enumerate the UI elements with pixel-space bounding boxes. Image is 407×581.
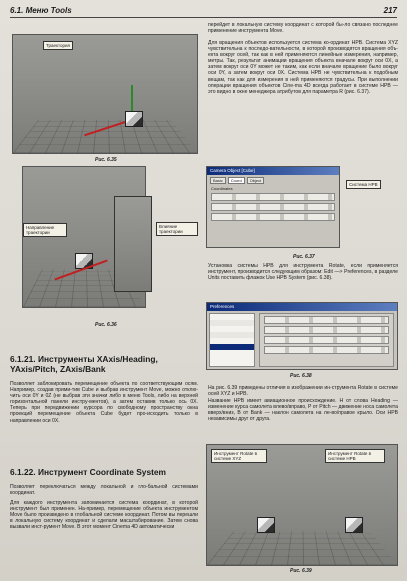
caption-fig-6-37: Рис. 6.37 [293,254,315,260]
figure-6-35 [12,34,198,154]
tab-basic[interactable]: Basic [210,177,226,184]
paragraph-right-1: перейдет в локальную систему координат с которой бы-ло связано последнее применение инструмента Move. [208,22,398,35]
callout-direction: Направление траектории [23,223,67,237]
paragraph-right-3: Установка системы HPB для инструмента Rotate, если применяется инструмент, производится следующим образом: Edit —> Preferences, в разделе Units поставить флажок Use HPB System (рис. 6.38). [208,263,398,282]
callout-hpb-system: Система HPB [346,180,381,189]
heading-6-1-21: 6.1.21. Инструменты XAxis/Heading, YAxis/Pitch, ZAxis/Bank [10,354,158,374]
callout-rotate-hpb: Инструмент Rotate в системе HPB [325,449,385,463]
viewport-grid [207,531,397,565]
caption-fig-6-39: Рис. 6.39 [290,568,312,574]
attribute-window-title: Camera Object [Cube] [207,167,339,175]
figure-6-36-thumb [114,196,152,292]
callout-trajectory: Траектория [43,41,73,50]
coord-row [211,193,335,201]
callout-rotate-xyz: Инструмент Rotate в системе XYZ [211,449,267,463]
figure-6-37 [206,166,340,248]
pref-row [264,326,389,334]
pref-row [264,316,389,324]
paragraph-right-4: На рис. 6.39 приведены отличия в изображении ин-струмента Rotate в системе осей XYZ и HPB. [208,385,398,398]
preferences-sidebar [209,313,255,367]
coordinates-section: Coordinates [211,186,233,191]
paragraph-6-1-21: Позволяет заблокировать перемещение объекта по соответствующим осям. Например, создав прими-тив Cube и выбрав инструмент Move, можно отклю-чить оси 0Y и 0Z (не выбрав эти значки либо в меню Tools, либо на верхней горизонтальной панели инстру-ментов), а затем оставив только ось 0X. Теперь при передвижении курсора по свободному пространству окна проекций перемещение объекта Cube будет про-исходить только в направлении оси 0X. [10,381,198,424]
attribute-tabs [210,177,336,184]
heading-6-1-22: 6.1.22. Инструмент Coordinate System [10,467,166,477]
section-title: 6.1. Меню Tools [10,6,72,15]
figure-6-38 [206,302,398,370]
callout-influence: Влияние траектории [156,222,198,236]
cube-object-xyz [257,517,275,533]
viewport-grid [13,120,197,153]
tab-object[interactable]: Object [247,177,265,184]
cube-object [125,111,143,127]
figure-6-39 [206,444,398,566]
pref-row [264,336,389,344]
caption-fig-6-36: Рис. 6.36 [95,322,117,328]
paragraph-coord-1: Позволяет переключаться между локальной и гло-бальной системами координат. [10,484,198,497]
coord-row [211,213,335,221]
tab-coord[interactable]: Coord [228,177,245,184]
caption-fig-6-35: Рис. 6.35 [95,157,117,163]
paragraph-right-2: Для вращения объектов используется система ко-ординат HPB. Система XYZ чувствительна к последо-вательности, в которой производятся вращения объ-екта вокруг осей, так как в ней применяются линейные измерения, например, метры. Так, результат анимации вращения объекта вначале вокруг оси 0X, а затем вокруг оси 0Y может не таким, как если вначале вращение было вокруг оси 0Y, а затем вокруг оси 0X. Система HPB не чувствительна к подобным вещам, так как для измерения в ней применяются градусы. При выполнении операции вращения объектов Cine-ma 4D всегда работает в системе HPB — это видно в окне менеджера атрибутов для параметра R (рис. 6.37). [208,40,398,95]
sidebar-item-selected[interactable] [210,344,254,350]
paragraph-right-5: Название HPB имеет авиационное происхождение. H от слова Heading — изменение курса самолета влево/вправо, P от Pitch — движение носа самолета вверх/вниз, B от Bank — наклон самолета на ле-во/правое крыло. Оси HPB независимы друг от друга. [208,398,398,423]
cube-object-hpb [345,517,363,533]
page-number: 217 [383,6,397,15]
coord-row [211,203,335,211]
preferences-window-title: Preferences [207,303,397,311]
caption-fig-6-38: Рис. 6.38 [290,373,312,379]
running-header [10,6,397,18]
preferences-panel [259,313,394,367]
paragraph-coord-2: Для каждого инструмента запоминается система координат, в которой инструмент был применен. На-пример, перемещение объекта инструментом Move было произведено в глобальной системе координат. Потом вы перешли в локальную систему координат и сделали масштабирование. Затем снова вызвали инст-румент Move. В этот момент Cinema 4D автоматически [10,500,198,531]
pref-row [264,346,389,354]
